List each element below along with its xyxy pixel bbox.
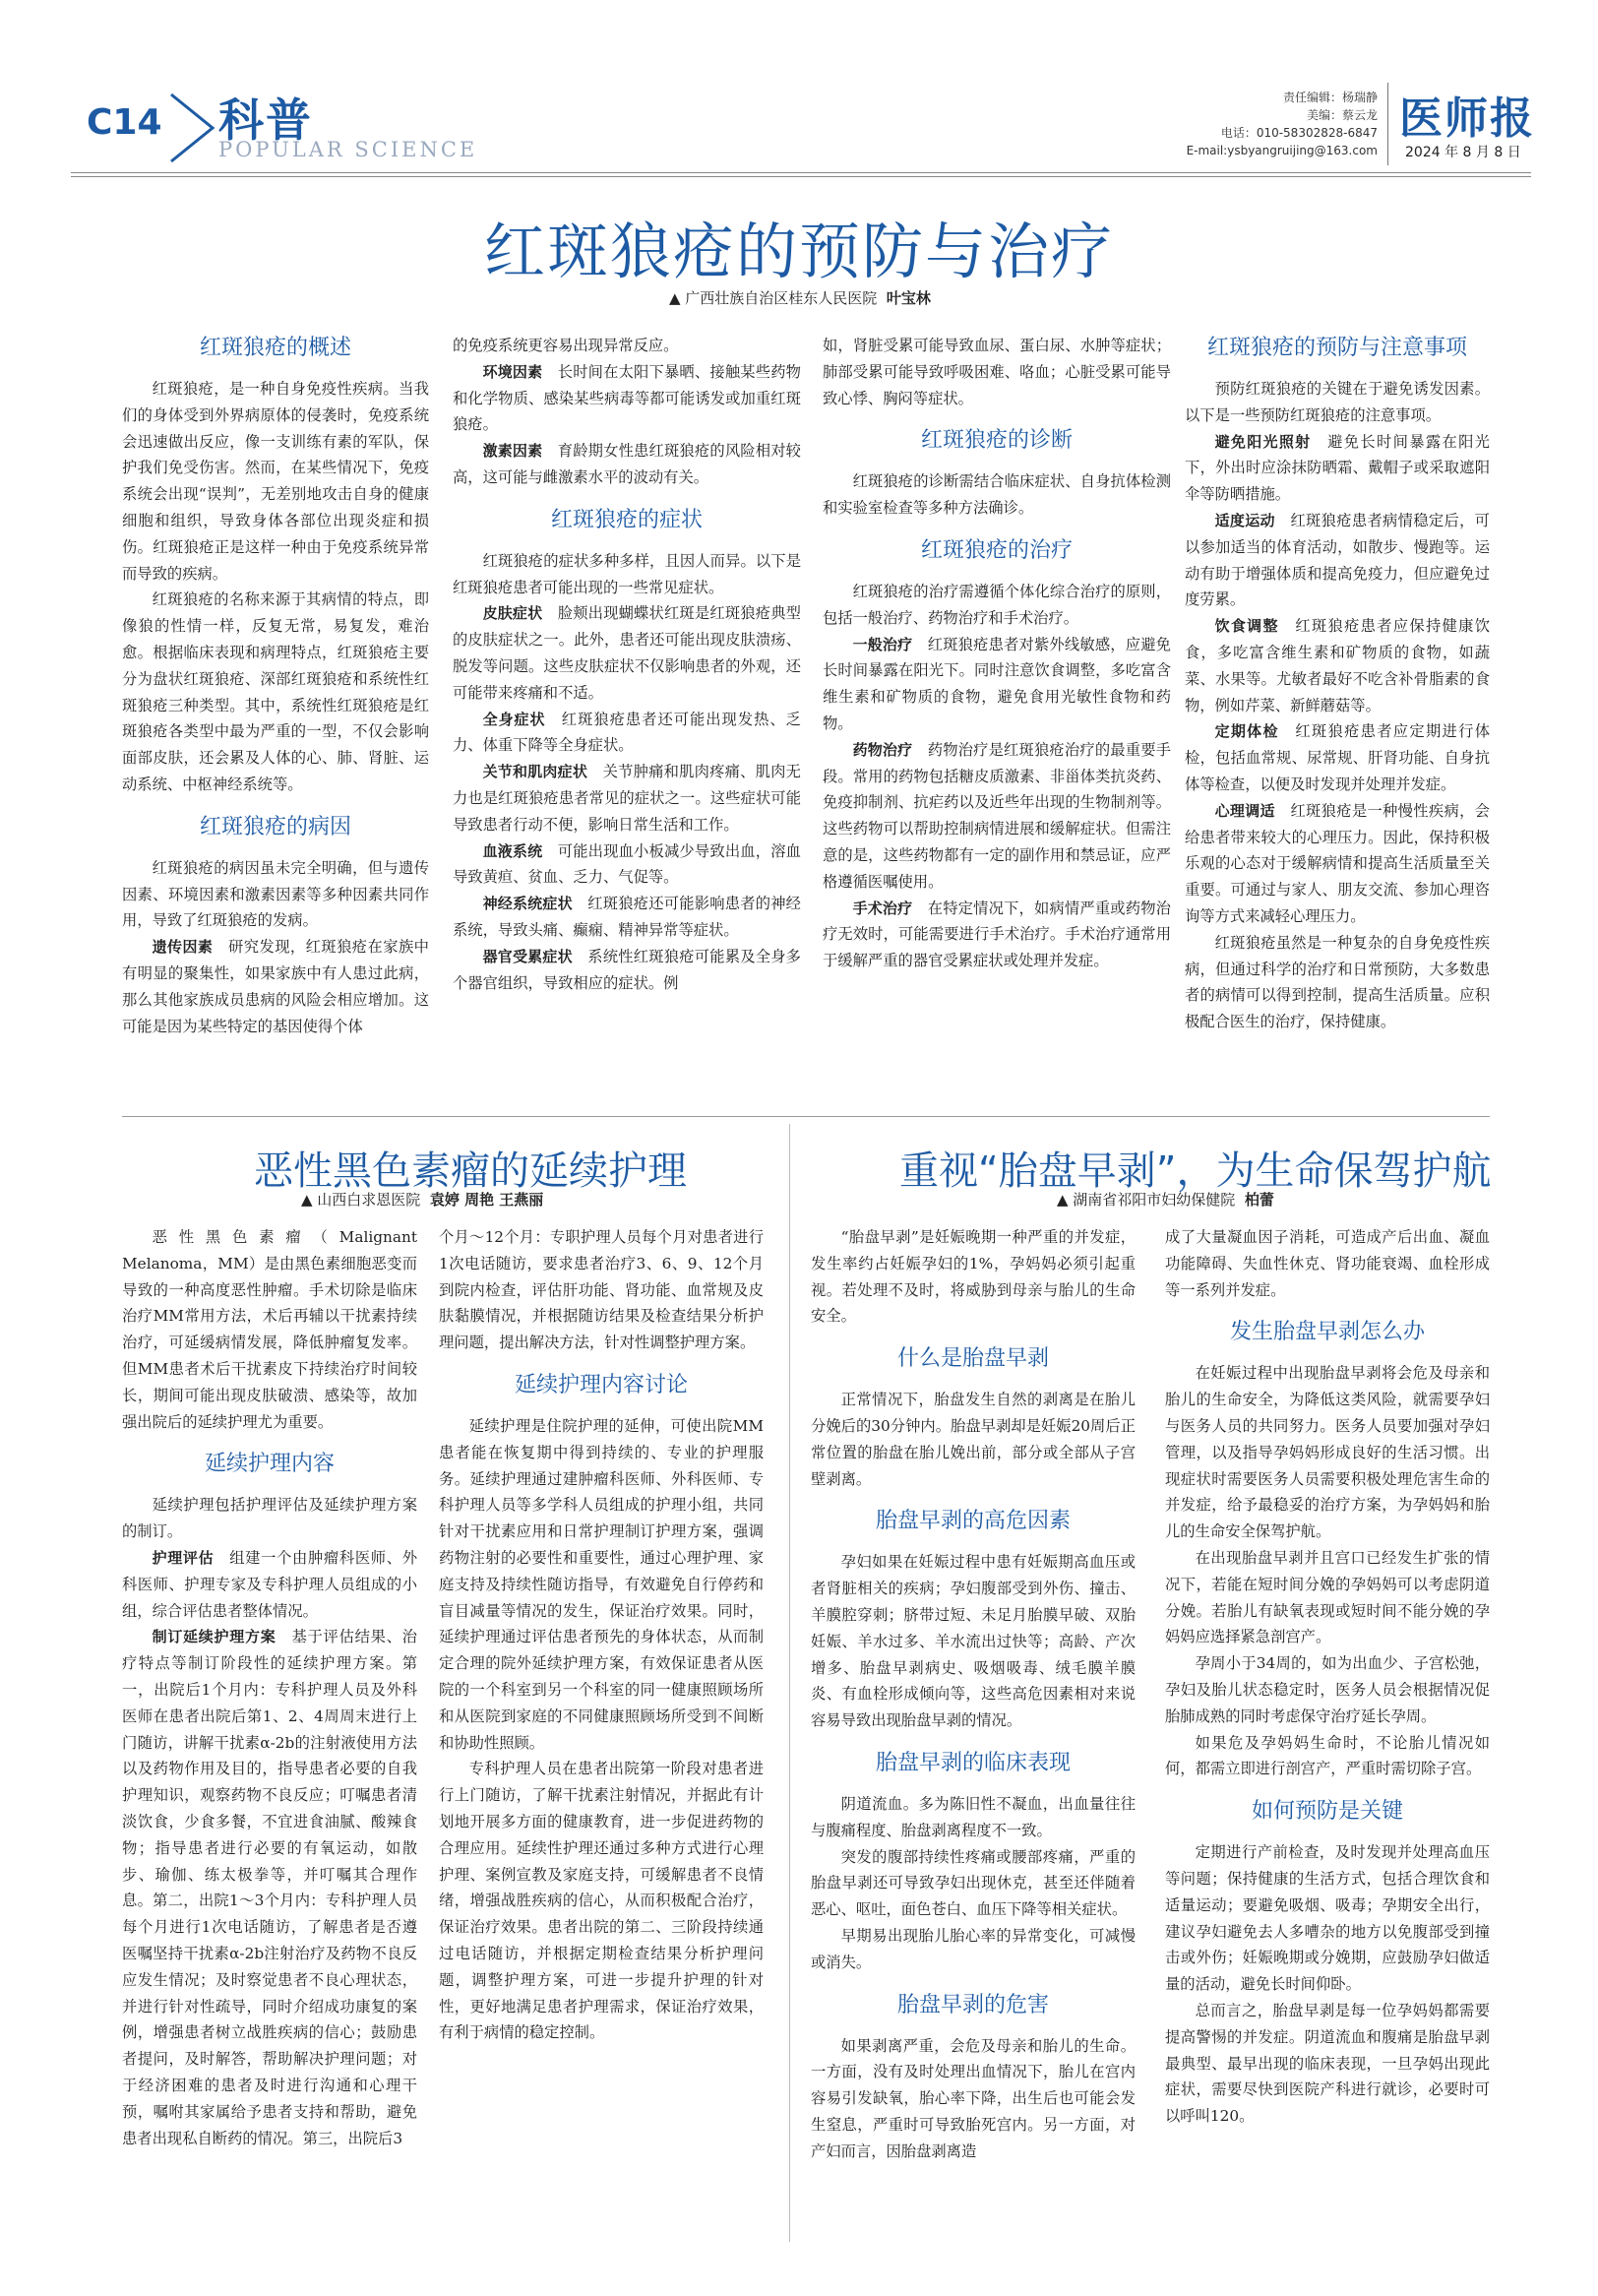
paragraph-text: 孕周小于34周的，如为出血少、子宫松弛，孕妇及胎儿状态稳定时，医务人员会根据情况促胎肺成熟的同时考虑保守治疗延长孕周。 xyxy=(1165,1654,1490,1725)
byline-author: 柏蕾 xyxy=(1244,1191,1274,1209)
paragraph xyxy=(1185,613,1490,718)
article2-col1 xyxy=(122,1224,417,2151)
paragraph xyxy=(1185,718,1490,797)
page-number: C14 xyxy=(87,102,162,143)
spacer xyxy=(122,798,429,812)
article1-col3 xyxy=(823,333,1171,974)
paragraph-text: 如果剥离严重，会危及母亲和胎儿的生命。一方面，没有及时处理出血情况下，胎儿在宫内容易引发缺氧，胎心率下降，出生后也可能会发生窒息，严重时可导致胎死宫内。另一方面，对产妇而言，因胎盘剥离造 xyxy=(811,2036,1136,2160)
byline-org: ▲ 山西白求恩医院 xyxy=(301,1191,421,1209)
paragraph-text: 红斑狼疮，是一种自身免疫性疾病。当我们的身体受到外界病原体的侵袭时，免疫系统会迅速做出反应，像一支训练有素的军队，保护我们免受伤害。然而，在某些情况下，免疫系统会出现“误判”，无差别地攻击自身的健康细胞和组织，导致身体各部位出现炎症和损伤。红斑狼疮正是这样一种由于免疫系统异常而导致的疾病。 xyxy=(122,380,429,583)
paragraph-lead: 皮肤症状 xyxy=(482,604,543,623)
paragraph-lead: 避免阳光照射 xyxy=(1214,432,1312,451)
paragraph-text: 孕妇如果在妊娠过程中患有妊娠期高血压或者肾脏相关的疾病；孕妇腹部受到外伤、撞击、羊膜腔穿刺；脐带过短、未足月胎膜早破、双胎妊娠、羊水过多、羊水流出过快等；高龄、产次增多、胎盘早剥病史、吸烟吸毒、绒毛膜羊膜炎、有血栓形成倾向等，这些高危因素相对来说容易导致出现胎盘早剥的情况。 xyxy=(811,1553,1136,1730)
paragraph xyxy=(453,438,801,491)
paragraph xyxy=(439,1413,764,1756)
article-byline xyxy=(301,1189,543,1210)
byline-author: 叶宝林 xyxy=(886,289,931,307)
paragraph-text: 预防红斑狼疮的关键在于避免诱发因素。以下是一些预防红斑狼疮的注意事项。 xyxy=(1185,380,1490,424)
paragraph-lead: 全身症状 xyxy=(482,710,546,728)
paragraph-text: 红斑狼疮患者应定期进行体检，包括血常规、尿常规、肝肾功能、自身抗体等检查，以便及时发现并处理并发症。 xyxy=(1185,722,1490,793)
paragraph-text: “胎盘早剥”是妊娠晚期一种严重的并发症，发生率约占妊娠孕妇的1%，孕妈妈必须引起重视。若处理不及时，将威胁到母亲与胎儿的生命安全。 xyxy=(811,1228,1136,1326)
paragraph-text: 阴道流血。多为陈旧性不凝血，出血量往往与腹痛程度、胎盘剥离程度不一致。 xyxy=(811,1794,1136,1839)
paragraph-text: 突发的腹部持续性疼痛或腰部疼痛，严重的胎盘早剥还可导致孕妇出现休克，甚至还伴随着恶心、呕吐，面色苍白、血压下降等相关症状。 xyxy=(811,1847,1136,1919)
spacer xyxy=(439,1356,764,1370)
paragraph-text: 早期易出现胎儿胎心率的异常变化，可减慢或消失。 xyxy=(811,1926,1136,1971)
paragraph-lead: 定期体检 xyxy=(1214,722,1279,741)
paragraph-text: 红斑狼疮是一种慢性疾病，会给患者带来较大的心理压力。因此，保持积极乐观的心态对于缓解病情和提高生活质量至关重要。可通过与家人、朋友交流、参加心理咨询等方式来减轻心理压力。 xyxy=(1185,801,1490,925)
paragraph-lead: 适度运动 xyxy=(1214,511,1275,529)
paragraph-lead: 心理调适 xyxy=(1214,801,1275,820)
paragraph xyxy=(453,359,801,438)
spacer xyxy=(823,411,1171,425)
spacer xyxy=(1165,1303,1490,1317)
spacer xyxy=(823,522,1171,535)
spacer xyxy=(811,1734,1136,1748)
paragraph xyxy=(811,1791,1136,1844)
paragraph xyxy=(122,1545,417,1624)
paragraph: 个月～12个月：专职护理人员每个月对患者进行1次电话随访，要求患者治疗3、6、9、12个月到院内检查，评估肝功能、肾功能、血常规及皮肤黏膜情况，并根据随访结果及检查结果分析护理问题，提出解决方法，针对性调整护理方案。 xyxy=(439,1228,764,1352)
paragraph-text: 红斑狼疮患者应保持健康饮食，多吃富含维生素和矿物质的食物，如蔬菜、水果等。尤敏者最好不吃含补骨脂素的食物，例如芹菜、新鲜蘑菇等。 xyxy=(1185,617,1490,714)
paragraph xyxy=(823,468,1171,522)
paragraph xyxy=(453,707,801,760)
paragraph-text: 组建一个由肿瘤科医师、外科医师、护理专家及专科护理人员组成的小组，综合评估患者整体情况。 xyxy=(122,1548,417,1620)
spacer xyxy=(122,1435,417,1449)
paragraph xyxy=(453,600,801,706)
article-byline xyxy=(1057,1189,1274,1210)
paragraph xyxy=(122,934,429,1039)
paragraph xyxy=(1165,1545,1490,1650)
paragraph xyxy=(1185,429,1490,508)
paragraph-text: 可能出现血小板减少导致出血，溶血导致黄疸、贫血、乏力、气促等。 xyxy=(453,841,801,887)
paragraph-text: 红斑狼疮还可能影响患者的神经系统，导致头痛、癫痫、精神异常等症状。 xyxy=(453,895,801,939)
paragraph xyxy=(811,1844,1136,1923)
editor-info xyxy=(1161,89,1378,159)
paragraph xyxy=(453,759,801,838)
header-rule xyxy=(71,172,1531,173)
paragraph xyxy=(1165,1839,1490,1998)
subheading: 发生胎盘早剥怎么办 xyxy=(1229,1320,1425,1345)
paragraph-text: 关节肿痛和肌肉疼痛、肌肉无力也是红斑狼疮患者常见的症状之一。这些症状可能导致患者行动不便，影响日常生活和工作。 xyxy=(453,763,801,834)
designer-name: 美编：蔡云龙 xyxy=(1306,108,1378,122)
paragraph-text: 育龄期女性患红斑狼疮的风险相对较高，这可能与雌激素水平的波动有关。 xyxy=(453,442,801,486)
paragraph-text: 红斑狼疮患者对紫外线敏感，应避免长时间暴露在阳光下。同时注意饮食调整，多吃富含维生素和矿物质的食物，避免食用光敏性食物和药物。 xyxy=(823,635,1171,732)
paragraph-text: 恶性黑色素瘤（Malignant Melanoma，MM）是由黑色素细胞恶变而导致的一种高度恶性肿瘤。手术切除是临床治疗MM常用方法，术后再辅以干扰素持续治疗，可延缓病情发展，降低肿瘤复发率。但MM患者术后干扰素皮下持续治疗时间较长，期间可能出现皮肤破溃、感染等，故加强出院后的延续护理尤为重要。 xyxy=(122,1228,417,1431)
paragraph-text: 专科护理人员在患者出院第一阶段对患者进行上门随访，了解干扰素注射情况，并据此有计划地开展多方面的健康教育，进一步促进药物的合理应用。延续性护理还通过多种方式进行心理护理、案例宣教及家庭支持，可缓解患者不良情绪，增强战胜疾病的信心，从而积极配合治疗，保证治疗效果。患者出院的第二、三阶段持续通过电话随访，并根据定期检查结果分析护理问题，调整护理方案，可进一步提升护理的针对性，更好地满足患者护理需求，保证治疗效果，有利于病情的稳定控制。 xyxy=(439,1760,764,2042)
paragraph-text: 红斑狼疮患者病情稳定后，可以参加适当的体育活动，如散步、慢跑等。运动有助于增强体质和提高免疫力，但应避免过度劳累。 xyxy=(1185,511,1490,609)
paragraph-lead: 制订延续护理方案 xyxy=(152,1628,277,1646)
paragraph-text: 红斑狼疮的诊断需结合临床症状、自身抗体检测和实验室检查等多种方法确诊。 xyxy=(823,472,1171,518)
spacer xyxy=(453,491,801,505)
paragraph-lead: 器官受累症状 xyxy=(482,947,573,965)
article2-col2 xyxy=(439,1224,764,2046)
paragraph xyxy=(1185,930,1490,1035)
paragraph-text: 延续护理包括护理评估及延续护理方案的制订。 xyxy=(122,1496,417,1541)
section-divider xyxy=(122,1116,1490,1117)
spacer xyxy=(1165,1782,1490,1796)
article-title: 红斑狼疮的预防与治疗 xyxy=(483,216,1114,287)
paragraph-text: 红斑狼疮患者还可能出现发热、乏力、体重下降等全身症状。 xyxy=(453,710,801,755)
paragraph: 如，肾脏受累可能导致血尿、蛋白尿、水肿等症状；肺部受累可能导致呼吸困难、咯血；心脏受累可能导致心悸、胸闷等症状。 xyxy=(823,337,1171,407)
paragraph-lead: 血液系统 xyxy=(482,841,543,860)
paragraph xyxy=(811,1387,1136,1492)
paragraph xyxy=(453,944,801,997)
paragraph-lead: 环境因素 xyxy=(482,362,543,381)
phone-number: 电话：010-58302828-6847 xyxy=(1220,126,1378,140)
paragraph xyxy=(1165,1998,1490,2130)
paragraph xyxy=(823,896,1171,974)
paragraph-text: 红斑狼疮虽然是一种复杂的自身免疫性疾病，但通过科学的治疗和日常预防，大多数患者的病情可以得到控制，提高生活质量。应积极配合医生的治疗，保持健康。 xyxy=(1185,933,1490,1031)
paragraph-text: 系统性红斑狼疮可能累及全身多个器官组织，导致相应的症状。例 xyxy=(453,947,801,992)
paragraph-text: 红斑狼疮的病因虽未完全明确，但与遗传因素、环境因素和激素因素等多种因素共同作用，导致了红斑狼疮的发病。 xyxy=(122,858,429,930)
paragraph xyxy=(1185,376,1490,429)
article-title: 重视“胎盘早剥”，为生命保驾护航 xyxy=(899,1148,1492,1194)
paragraph-text: 红斑狼疮的症状多种多样，且因人而异。以下是红斑狼疮患者可能出现的一些常见症状。 xyxy=(453,551,801,596)
paragraph-text: 研究发现，红斑狼疮在家族中有明显的聚集性，如果家族中有人患过此病，那么其他家族成员患病的风险会相应增加。这可能是因为某些特定的基因使得个体 xyxy=(122,938,429,1035)
paragraph-text: 红斑狼疮的治疗需遵循个体化综合治疗的原则，包括一般治疗、药物治疗和手术治疗。 xyxy=(823,582,1171,627)
paragraph xyxy=(811,1923,1136,1976)
paragraph-lead: 药物治疗 xyxy=(852,740,913,759)
subheading: 红斑狼疮的概述 xyxy=(199,336,351,360)
paragraph xyxy=(122,376,429,587)
byline-org: ▲ 湖南省祁阳市妇幼保健院 xyxy=(1057,1191,1236,1209)
paragraph xyxy=(811,2033,1136,2165)
article1-col2 xyxy=(453,333,801,996)
paragraph-text: 总而言之，胎盘早剥是每一位孕妈妈都需要提高警惕的并发症。阴道流血和腹痛是胎盘早剥最典型、最早出现的临床表现，一旦孕妈出现此症状，需要尽快到医院产科进行就诊，必要时可以呼叫120。 xyxy=(1165,2001,1490,2126)
paragraph-text: 延续护理是住院护理的延伸，可使出院MM患者能在恢复期中得到持续的、专业的护理服务。延续护理通过建肿瘤科医师、外科医师、专科护理人员等多学科人员组成的护理小组，共同针对干扰素应用和日常护理制订护理方案，强调药物注射的必要性和重要性，通过心理护理、家庭支持及持续性随访指导，有效避免自行停药和盲目减量等情况的发生，保证治疗效果。同时，延续护理通过评估患者预先的身体状态，从而制定合理的院外延续护理方案，有效保证患者从医院的一个科室到另一个科室的同一健康照顾场所和从医院到家庭的不同健康照顾场所受到不间断和协助性照顾。 xyxy=(439,1416,764,1752)
paragraph: 成了大量凝血因子消耗，可造成产后出血、凝血功能障碍、失血性休克、肾功能衰竭、血栓形成等一系列并发症。 xyxy=(1165,1228,1490,1299)
paragraph xyxy=(122,1492,417,1545)
paragraph-lead: 神经系统症状 xyxy=(482,895,573,913)
paragraph xyxy=(823,737,1171,896)
paragraph-text: 避免长时间暴露在阳光下，外出时应涂抹防晒霜、戴帽子或采取遮阳伞等防晒措施。 xyxy=(1185,432,1490,504)
paragraph xyxy=(122,855,429,934)
paragraph xyxy=(811,1549,1136,1734)
header-rule xyxy=(71,176,1531,177)
paragraph-text: 脸颊出现蝴蝶状红斑是红斑狼疮典型的皮肤症状之一。此外，患者还可能出现皮肤溃疡、脱发等问题。这些皮肤症状不仅影响患者的外观，还可能带来疼痛和不适。 xyxy=(453,604,801,702)
paragraph xyxy=(1165,1730,1490,1783)
subheading: 红斑狼疮的病因 xyxy=(199,814,351,839)
spacer xyxy=(811,1330,1136,1343)
paragraph-lead: 护理评估 xyxy=(152,1548,215,1567)
byline-org: ▲ 广西壮族自治区桂东人民医院 xyxy=(669,289,878,307)
paragraph-text: 如果危及孕妈妈生命时，不论胎儿情况如何，都需立即进行剖宫产，严重时需切除子宫。 xyxy=(1165,1733,1490,1778)
newspaper-logo: 医师报 xyxy=(1399,93,1535,144)
paragraph-text: 在妊娠过程中出现胎盘早剥将会危及母亲和胎儿的生命安全，为降低这类风险，就需要孕妇与医务人员的共同努力。医务人员要加强对孕妇管理，以及指导孕妈妈形成良好的生活习惯。出现症状时需要医务人员需要积极处理危害生命的并发症，给予最稳妥的治疗方案，为孕妈妈和胎儿的生命安全保驾护航。 xyxy=(1165,1364,1490,1541)
subheading: 胎盘早剥的临床表现 xyxy=(875,1750,1071,1775)
subheading: 红斑狼疮的治疗 xyxy=(920,537,1073,563)
paragraph xyxy=(1165,1650,1490,1729)
paragraph: 的免疫系统更容易出现异常反应。 xyxy=(453,337,679,354)
issue-date: 2024 年 8 月 8 日 xyxy=(1405,145,1521,160)
subheading: 红斑狼疮的预防与注意事项 xyxy=(1206,336,1467,360)
paragraph xyxy=(122,1224,417,1435)
paragraph-text: 定期进行产前检查，及时发现并处理高血压等问题；保持健康的生活方式，包括合理饮食和适量运动；要避免吸烟、吸毒；孕期安全出行，建议孕妇避免去人多嘈杂的地方以免腹部受到撞击或外伤；妊娠晚期或分娩期，应鼓励孕妇做适量的活动，避免长时间仰卧。 xyxy=(1165,1843,1490,1994)
email-address: E-mail:ysbyangruijing@163.com xyxy=(1186,144,1378,157)
article1-col1 xyxy=(122,333,429,1039)
paragraph xyxy=(453,838,801,892)
paragraph xyxy=(439,1756,764,2046)
subheading: 红斑狼疮的症状 xyxy=(550,507,703,532)
subheading: 延续护理内容讨论 xyxy=(514,1372,688,1397)
paragraph-text: 长时间在太阳下暴晒、接触某些药物和化学物质、感染某些病毒等都可能诱发或加重红斑狼疮。 xyxy=(453,362,801,434)
paragraph xyxy=(823,579,1171,632)
paragraph xyxy=(1165,1360,1490,1545)
section-title: 科普 xyxy=(218,93,313,147)
subheading: 胎盘早剥的高危因素 xyxy=(875,1509,1071,1534)
paragraph xyxy=(811,1224,1136,1330)
paragraph xyxy=(122,1624,417,2151)
paragraph xyxy=(823,632,1171,737)
section-title-en: POPULAR SCIENCE xyxy=(218,138,478,161)
editor-name: 责任编辑：杨瑞静 xyxy=(1282,91,1378,104)
paragraph xyxy=(1185,798,1490,930)
paragraph-text: 在特定情况下，如病情严重或药物治疗无效时，可能需要进行手术治疗。手术治疗通常用于缓解严重的器官受累症状或处理并发症。 xyxy=(823,899,1171,970)
subheading: 什么是胎盘早剥 xyxy=(896,1346,1049,1372)
paragraph-text: 药物治疗是红斑狼疮治疗的最重要手段。常用的药物包括糖皮质激素、非甾体类抗炎药、免疫抑制剂、抗疟药以及近些年出现的生物制剂等。这些药物可以帮助控制病情进展和缓解症状。但需注意的是，这些药物都有一定的副作用和禁忌证，应严格遵循医嘱使用。 xyxy=(823,740,1171,891)
article3-col1 xyxy=(811,1224,1136,2165)
article-byline xyxy=(669,287,931,308)
paragraph-lead: 一般治疗 xyxy=(852,635,913,653)
paragraph xyxy=(1185,508,1490,613)
subheading: 如何预防是关键 xyxy=(1251,1799,1403,1825)
paragraph-text: 红斑狼疮的名称来源于其病情的特点，即像狼的性情一样，反复无常，易复发，难治愈。根据临床表现和病理特点，红斑狼疮主要分为盘状红斑狼疮、深部红斑狼疮和系统性红斑狼疮三种类型。其中，系统性红斑狼疮是红斑狼疮各类型中最为严重的一型，不仅会影响面部皮肤，还会累及人体的心、肺、肾脏、运动系统、中枢神经系统等。 xyxy=(122,590,429,793)
article-title: 恶性黑色素瘤的延续护理 xyxy=(254,1148,687,1194)
paragraph-lead: 手术治疗 xyxy=(852,899,913,917)
spacer xyxy=(811,1492,1136,1506)
byline-author: 袁婷 周艳 王燕丽 xyxy=(429,1191,544,1209)
paragraph-text: 基于评估结果、治疗特点等制订阶段性的延续护理方案。第一，出院后1个月内：专科护理人员及外科医师在患者出院后第1、2、4周周末进行上门随访，讲解干扰素α-2b的注射液使用方法以及药物作用及目的，指导患者必要的自我护理知识，观察药物不良反应；叮嘱患者清淡饮食，少食多餐，不宜进食油腻、酸辣食物；指导患者进行必要的有氧运动，如散步、瑜伽、练太极拳等，并叮嘱其合理作息。第二，出院1～3个月内：专科护理人员每个月进行1次电话随访，了解患者是否遵医嘱坚持干扰素α-2b注射治疗及药物不良反应发生情况；及时察觉患者不良心理状态，并进行针对性疏导，同时介绍成功康复的案例，增强患者树立战胜疾病的信心；鼓励患者提问，及时解答，帮助解决护理问题；对于经济困难的患者及时进行沟通和心理干预，嘱咐其家属给予患者支持和帮助，避免患者出现私自断药的情况。第三，出院后3 xyxy=(122,1628,417,2147)
subheading: 红斑狼疮的诊断 xyxy=(920,428,1073,454)
paragraph-text: 正常情况下，胎盘发生自然的剥离是在胎儿分娩后的30分钟内。胎盘早剥却是妊娠20周后正常位置的胎盘在胎儿娩出前，部分或全部从子宫壁剥离。 xyxy=(811,1391,1136,1488)
paragraph-lead: 关节和肌肉症状 xyxy=(482,763,588,781)
article1-col4 xyxy=(1185,333,1490,1035)
paragraph-lead: 激素因素 xyxy=(482,442,543,461)
subheading: 胎盘早剥的危害 xyxy=(896,1992,1049,2017)
article3-col2 xyxy=(1165,1224,1490,2130)
paragraph xyxy=(453,548,801,601)
paragraph xyxy=(122,587,429,797)
column-divider xyxy=(789,1124,790,2242)
chevron-right-icon xyxy=(165,91,220,165)
paragraph xyxy=(453,891,801,944)
subheading: 延续护理内容 xyxy=(204,1452,335,1477)
header-divider xyxy=(1387,83,1388,165)
paragraph-text: 在出现胎盘早剥并且宫口已经发生扩张的情况下，若能在短时间分娩的孕妈妈可以考虑阴道分娩。若胎儿有缺氧表现或短时间不能分娩的孕妈妈应选择紧急剖宫产。 xyxy=(1165,1548,1490,1646)
paragraph-lead: 饮食调整 xyxy=(1214,617,1279,636)
paragraph-lead: 遗传因素 xyxy=(152,938,214,957)
spacer xyxy=(811,1976,1136,1990)
